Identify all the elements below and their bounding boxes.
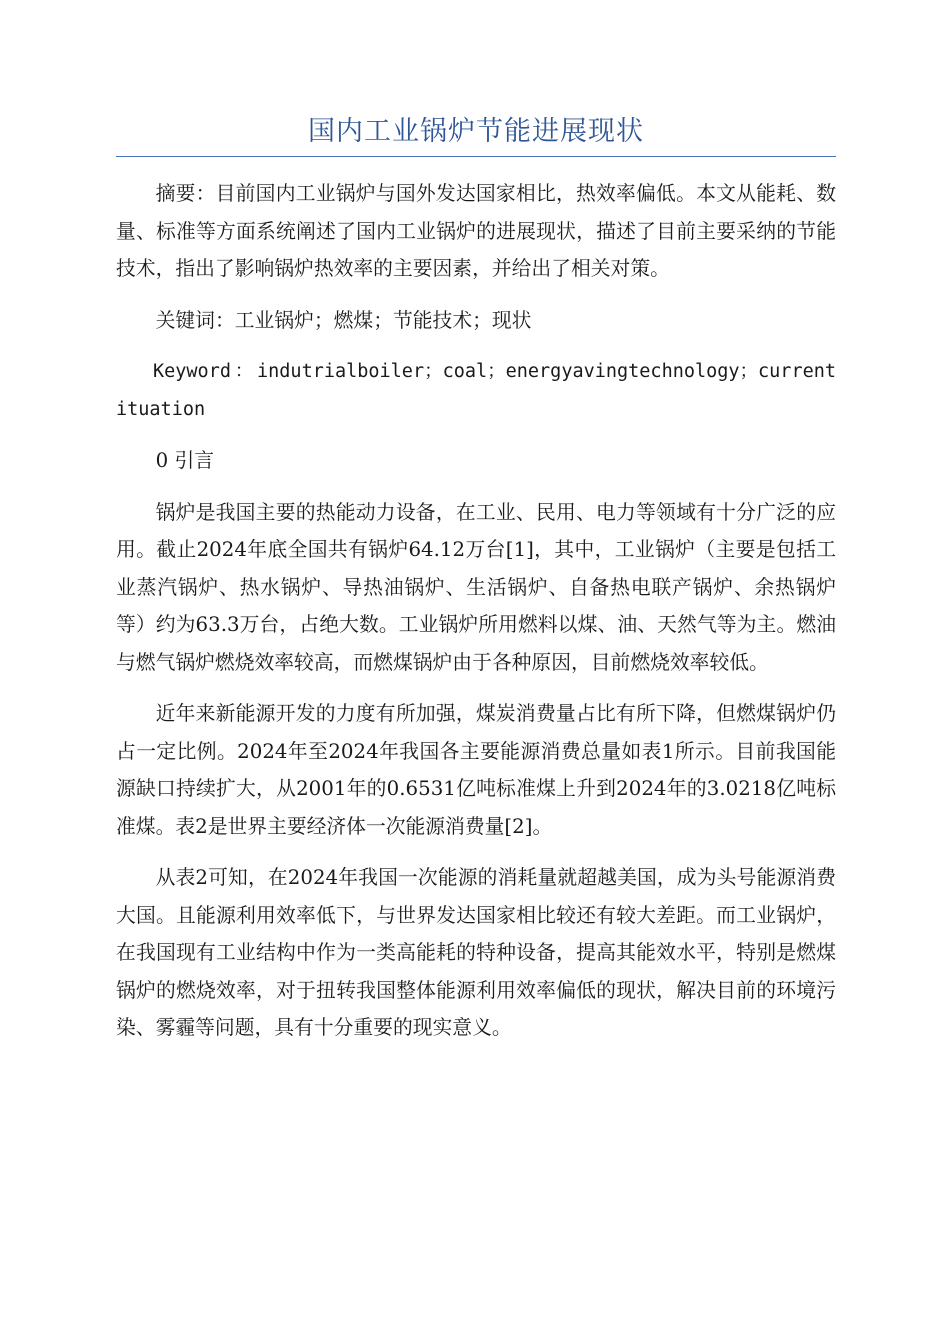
body-paragraph: 近年来新能源开发的力度有所加强，煤炭消费量占比有所下降，但燃煤锅炉仍占一定比例。2024年至2024年我国各主要能源消费总量如表1所示。目前我国能源缺口持续扩大，从2001年的0.6531亿吨标准煤上升到2024年的3.0218亿吨标准煤。表2是世界主要经济体一次能源消费量[2]。 [116,702,836,838]
document-title: 国内工业锅炉节能进展现状 [116,110,836,157]
body-paragraph: 从表2可知，在2024年我国一次能源的消耗量就超越美国，成为头号能源消费大国。且能源利用效率低下，与世界发达国家相比较还有较大差距。而工业锅炉，在我国现有工业结构中作为一类高能耗的特种设备，提高其能效水平，特别是燃煤锅炉的燃烧效率，对于扭转我国整体能源利用效率偏低的现状，解决目前的环境污染、雾霾等问题，具有十分重要的现实意义。 [116,866,836,1039]
body-paragraph: 锅炉是我国主要的热能动力设备，在工业、民用、电力等领域有十分广泛的应用。截止2024年底全国共有锅炉64.12万台[1]，其中，工业锅炉（主要是包括工业蒸汽锅炉、热水锅炉、导热油锅炉、生活锅炉、自备热电联产锅炉、余热锅炉等）约为63.3万台，占绝大数。工业锅炉所用燃料以煤、油、天然气等为主。燃油与燃气锅炉燃烧效率较高，而燃煤锅炉由于各种原因，目前燃烧效率较低。 [116,500,836,674]
keywords-cn: 关键词：工业锅炉；燃煤；节能技术；现状 [155,308,532,332]
keywords-en: Keyword：indutrialboiler；coal；energyavingtechnology；currentituation [116,361,836,420]
section-heading-introduction: 0 引言 [155,449,215,472]
document-page [116,110,836,1047]
abstract-paragraph: 摘要：目前国内工业锅炉与国外发达国家相比，热效率偏低。本文从能耗、数量、标准等方面系统阐述了国内工业锅炉的进展现状，描述了目前主要采纳的节能技术，指出了影响锅炉热效率的主要因素，并给出了相关对策。 [116,182,836,280]
